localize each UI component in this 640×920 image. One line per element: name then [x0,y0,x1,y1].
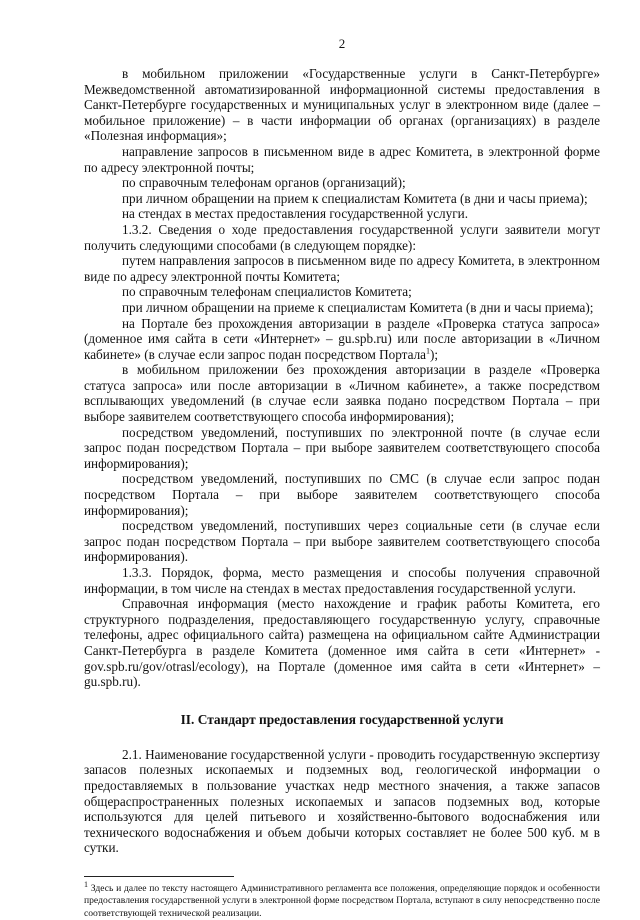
footnote-reference: 1 [426,346,431,356]
paragraph-text: в мобильном приложении «Государственные услуги в Санкт-Петербурге» Межведомственной автоматизированной информационной системы предоставления в Санкт-Петербурге государственных и муниципальных услуг в электронном виде (далее – мобильное приложение) – в части информации об органах (организациях) в разделе «Полезная информация»; [84,66,600,144]
paragraph-text: по справочным телефонам специалистов Комитета; [122,284,412,300]
paragraph-text: 2.1. Наименование государственной услуги - проводить государственную экспертизу запасов полезных ископаемых и подземных вод, геологической информации о предоставляемых в пользование участках недр местного значения, а также запасов общераспространенных полезных ископаемых и запасов подземных вод, которые используются для целей питьевого и хозяйственно-бытового водоснабжения или технического водоснабжения и объем добычи которых составляет не более 500 куб. м в сутки. [84,746,600,856]
paragraph-text: на Портале без прохождения авторизации в разделе «Проверка статуса запроса» (доменное имя сайта в сети «Интернет» – gu.spb.ru) или после авторизации в «Личном кабинете» (в случае если запрос подан посредством Портала [84,315,600,362]
section-text [84,747,600,856]
paragraph [84,518,600,565]
paragraph-text: посредством уведомлений, поступивших по электронной почте (в случае если запрос подан посредством Портала – при выборе заявителем соответствующего способа информирования); [84,424,600,471]
paragraph [84,206,600,222]
footnote-text: Здесь и далее по тексту настоящего Административного регламента все положения, определяющие порядок и особенности предоставления государственной услуги в электронной форме посредством Портала, вступают в силу непосредственно после соответствующей технической реализации. [84,882,600,919]
paragraph-text: в мобильном приложении без прохождения авторизации в разделе «Проверка статуса запроса» или после авторизации в «Личном кабинете», а также посредством всплывающих уведомлений (в случае если заявка подано посредством Портала – при выборе заявителем соответствующего способа информирования); [84,362,600,425]
paragraph [84,565,600,596]
paragraph-text: 1.3.3. Порядок, форма, место размещения и способы получения справочной информации, в том числе на стендах в местах предоставления государственной услуги. [84,565,600,596]
paragraph [84,300,600,316]
paragraph [84,253,600,284]
paragraph-text: посредством уведомлений, поступивших по СМС (в случае если запрос подан посредством Портала – при выборе заявителем соответствующего способа информирования); [84,471,600,518]
paragraph-text-tail: ); [430,346,439,362]
paragraph-text: направление запросов в письменном виде в адрес Комитета, в электронной форме по адресу электронной почты; [84,143,600,175]
paragraph-text: посредством уведомлений, поступивших через социальные сети (в случае если запрос подан посредством Портала – при выборе заявителем соответствующего способа информирования). [84,518,600,565]
paragraph-text: на стендах в местах предоставления государственной услуги. [122,206,468,222]
paragraph-text: Справочная информация (место нахождение и график работы Комитета, его структурного подразделения, предоставляющего государственную услугу, справочные телефоны, адрес официального сайта) размещена на официальном сайте Администрации Санкт-Петербурга в разделе Комитета (доменное имя сайта в сети «Интернет» - gov.spb.ru/gov/otrasl/ecology), на Портале (доменное имя сайта в сети «Интернет» – gu.spb.ru). [84,596,600,690]
body-text [84,66,600,690]
footnote-separator [84,876,234,877]
paragraph-text: путем направления запросов в письменном виде по адресу Комитета, в электронном виде по адресу электронной почты Комитета; [84,253,600,284]
paragraph [84,222,600,253]
paragraph [84,596,600,690]
paragraph-text: по справочным телефонам органов (организаций); [122,175,406,191]
paragraph [84,191,600,207]
paragraph [84,175,600,191]
paragraph-text: при личном обращении на приеме к специалистам Комитета (в дни и часы приема); [122,299,594,315]
page-number: 2 [338,36,346,51]
paragraph [84,471,600,518]
paragraph [84,144,600,175]
paragraph [84,66,600,144]
paragraph [84,284,600,300]
paragraph [84,747,600,856]
paragraph-text: 1.3.2. Сведения о ходе предоставления государственной услуги заявители могут получить следующими способами (в следующем порядке): [84,221,600,253]
paragraph [84,425,600,472]
paragraph-text: при личном обращении на прием к специалистам Комитета (в дни и часы приема); [122,190,588,206]
paragraph [84,362,600,424]
section-heading: II. Стандарт предоставления государственной услуги [180,711,504,727]
footnote-marker: 1 [84,879,88,889]
footnote [84,879,600,920]
paragraph [84,316,600,363]
